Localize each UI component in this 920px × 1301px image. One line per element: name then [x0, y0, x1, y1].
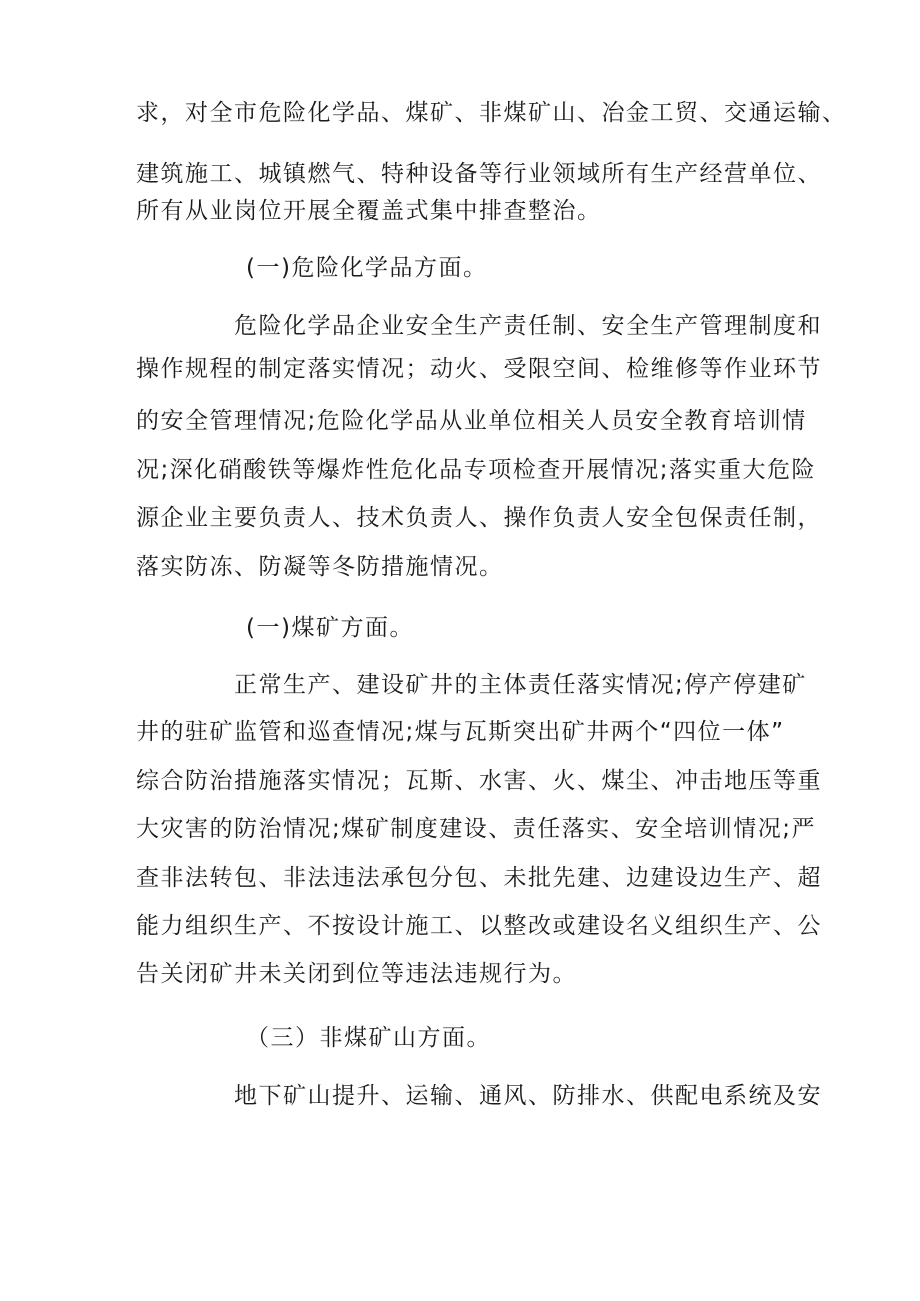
text-line: 落实防冻、防凝等冬防措施情况。 [136, 554, 504, 580]
section-heading: (一)危险化学品方面。 [246, 255, 488, 281]
text-line: 综合防治措施落实情况；瓦斯、水害、火、煤尘、冲击地压等重 [136, 768, 822, 794]
text-line: 求，对全市危险化学品、煤矿、非煤矿山、冶金工贸、交通运输、 [136, 100, 847, 126]
text-line: 地下矿山提升、运输、通风、防排水、供配电系统及安 [234, 1083, 822, 1109]
text-line: 操作规程的制定落实情况；动火、受限空间、检维修等作业环节 [136, 356, 822, 382]
text-line: 危险化学品企业安全生产责任制、安全生产管理制度和 [234, 313, 822, 339]
text-line: 正常生产、建设矿井的主体责任落实情况;停产停建矿 [234, 672, 807, 698]
text-line: 井的驻矿监管和巡查情况;煤与瓦斯突出矿井两个“四位一体” [136, 719, 785, 745]
text-line: 况;深化硝酸铁等爆炸性危化品专项检查开展情况;落实重大危险 [136, 457, 816, 483]
section-heading: (一)煤矿方面。 [246, 615, 414, 641]
text-line: 查非法转包、非法违法承包分包、未批先建、边建设边生产、超 [136, 865, 822, 891]
text-line: 建筑施工、城镇燃气、特种设备等行业领域所有生产经营单位、 [136, 161, 822, 187]
text-line: 源企业主要负责人、技术负责人、操作负责人安全包保责任制， [136, 505, 822, 531]
text-line: 的安全管理情况;危险化学品从业单位相关人员安全教育培训情 [136, 408, 807, 434]
text-line: 告关闭矿井未关闭到位等违法违规行为。 [136, 961, 577, 987]
text-line: 所有从业岗位开展全覆盖式集中排查整治。 [136, 198, 602, 224]
section-heading: （三）非煤矿山方面。 [246, 1025, 491, 1051]
text-line: 能力组织生产、不按设计施工、以整改或建设名义组织生产、公 [136, 913, 822, 939]
text-line: 大灾害的防治情况;煤矿制度建设、责任落实、安全培训情况;严 [136, 816, 816, 842]
